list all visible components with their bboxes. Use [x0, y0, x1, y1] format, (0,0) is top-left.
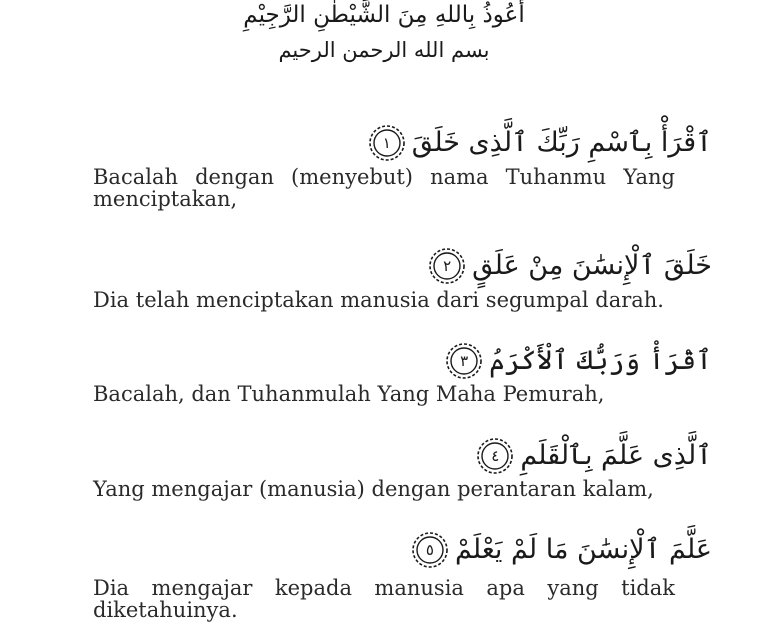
arabic-verse-line — [445, 342, 712, 380]
arabic-verse-line — [476, 437, 712, 475]
arabic-verse-line — [411, 531, 712, 569]
arabic-verse-text: عَلَّمَ ٱلْإِنسَٰنَ مَا لَمْ يَعْلَمْ — [454, 534, 712, 565]
translation-text: Yang mengajar (manusia) dengan perantaran kalam, — [93, 477, 654, 501]
ayah-number: ١ — [382, 134, 391, 152]
arabic-verse-line — [428, 247, 712, 285]
ayah-marker-icon — [428, 247, 466, 285]
arabic-verse-text: خَلَقَ ٱلْإِنسَٰنَ مِنْ عَلَقٍ — [472, 250, 712, 281]
translation-text: Bacalah dengan (menyebut) nama Tuhanmu Yang menciptakan, — [93, 165, 675, 211]
taawudz-heading: أَعُوذُ بِاللهِ مِنَ الشَّيْطٰنِ الرَّجِيْمِ — [243, 2, 525, 28]
translation-text: Bacalah, dan Tuhanmulah Yang Maha Pemurah, — [93, 382, 605, 406]
translation-text: Dia telah menciptakan manusia dari segumpal darah. — [93, 288, 664, 312]
ayah-number: ٢ — [443, 257, 452, 275]
arabic-verse-text: ٱلَّذِى عَلَّمَ بِٱلْقَلَمِ — [520, 440, 712, 471]
ayah-number: ٣ — [460, 352, 469, 370]
ayah-marker-icon — [445, 342, 483, 380]
ayah-number: ٥ — [425, 541, 434, 559]
translation-text: Dia mengajar kepada manusia apa yang tidak diketahuinya. — [93, 576, 675, 622]
arabic-verse-text: ٱقْرَأْ بِٱسْمِ رَبِّكَ ٱلَّذِى خَلَقَ — [411, 127, 712, 158]
ayah-marker-icon — [411, 531, 449, 569]
ayah-number: ٤ — [491, 447, 500, 465]
arabic-verse-text: ٱقْرَأْ وَرَبُّكَ ٱلْأَكْرَمُ — [489, 345, 712, 376]
arabic-verse-line — [368, 124, 712, 162]
ayah-marker-icon — [476, 437, 514, 475]
basmalah-heading: بسم الله الرحمن الرحيم — [278, 38, 490, 62]
ayah-marker-icon — [368, 124, 406, 162]
